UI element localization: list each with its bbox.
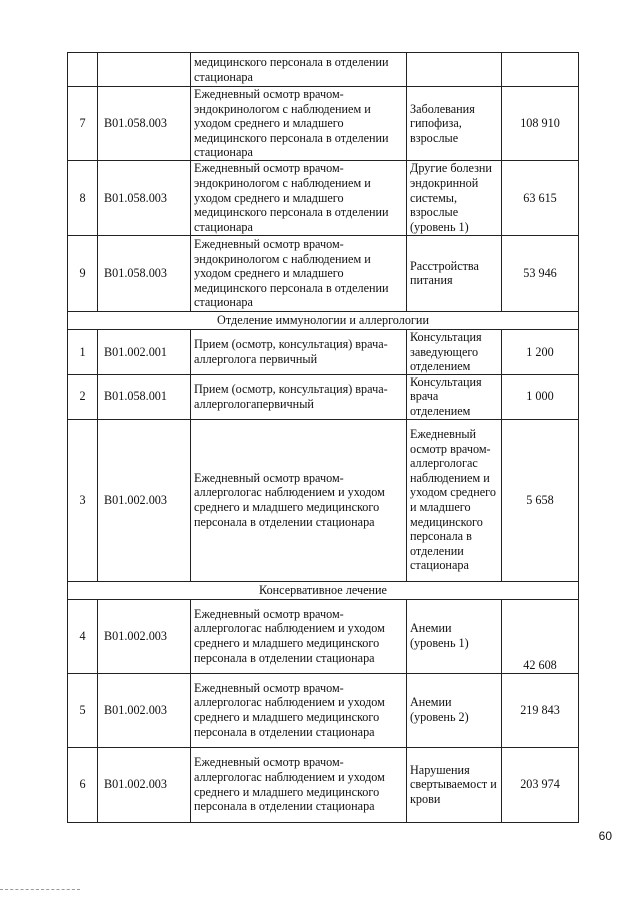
service-price: 1 200: [502, 329, 579, 374]
service-condition: Другие болезни эндокринной системы, взрослые (уровень 1): [407, 160, 502, 235]
table-row: [68, 673, 579, 747]
section-title-immunology: Отделение иммунологии и аллергологии: [68, 311, 579, 329]
service-description: Прием (осмотр, консультация) врача-аллергологапервичный: [191, 374, 407, 419]
table-row: [68, 53, 579, 87]
row-number: 9: [68, 235, 98, 311]
table-row: [68, 419, 579, 581]
service-price: 219 843: [502, 673, 579, 747]
service-code: B01.058.003: [98, 235, 191, 311]
service-description: Прием (осмотр, консультация) врача-аллерголога первичный: [191, 329, 407, 374]
row-number: 1: [68, 329, 98, 374]
service-condition: Анемии (уровень 1): [407, 599, 502, 673]
service-description: Ежедневный осмотр врачом-эндокринологом с наблюдением и уходом среднего и младшего медицинского персонала в отделении стационара: [191, 160, 407, 235]
table-row: [68, 87, 579, 161]
service-code: B01.058.003: [98, 87, 191, 161]
service-condition: [407, 53, 502, 87]
row-number: 5: [68, 673, 98, 747]
row-number: 7: [68, 87, 98, 161]
service-condition: Заболевания гипофиза, взрослые: [407, 87, 502, 161]
service-price: 5 658: [502, 419, 579, 581]
table-row: [68, 374, 579, 419]
service-condition: Консультация заведующего отделением: [407, 329, 502, 374]
service-description: медицинского персонала в отделении стационара: [191, 53, 407, 87]
section-header-row: [68, 311, 579, 329]
row-number: [68, 53, 98, 87]
service-description: Ежедневный осмотр врачом-аллергологас наблюдением и уходом среднего и младшего медицинского персонала в отделении стационара: [191, 419, 407, 581]
table-row: [68, 599, 579, 673]
table-row: [68, 329, 579, 374]
service-price: 108 910: [502, 87, 579, 161]
service-description: Ежедневный осмотр врачом-аллергологас наблюдением и уходом среднего и младшего медицинского персонала в отделении стационара: [191, 673, 407, 747]
table-row: [68, 235, 579, 311]
service-condition: Расстройства питания: [407, 235, 502, 311]
table-row: [68, 160, 579, 235]
service-code: B01.002.003: [98, 747, 191, 822]
service-price: 203 974: [502, 747, 579, 822]
row-number: 2: [68, 374, 98, 419]
service-description: Ежедневный осмотр врачом-эндокринологом с наблюдением и уходом среднего и младшего медицинского персонала в отделении стационара: [191, 235, 407, 311]
service-code: B01.002.001: [98, 329, 191, 374]
row-number: 3: [68, 419, 98, 581]
service-condition: Консультация врача отделением: [407, 374, 502, 419]
service-condition: Нарушения свертываемост и крови: [407, 747, 502, 822]
service-description: Ежедневный осмотр врачом-эндокринологом с наблюдением и уходом среднего и младшего медицинского персонала в отделении стационара: [191, 87, 407, 161]
service-condition: Ежедневный осмотр врачом-аллергологас наблюдением и уходом среднего и младшего медицинского персонала в отделении стационара: [407, 419, 502, 581]
page-number: 60: [598, 829, 612, 843]
service-code: B01.002.003: [98, 419, 191, 581]
service-price: 53 946: [502, 235, 579, 311]
table-row: [68, 747, 579, 822]
row-number: 4: [68, 599, 98, 673]
service-description: Ежедневный осмотр врачом-аллергологас наблюдением и уходом среднего и младшего медицинского персонала в отделении стационара: [191, 747, 407, 822]
footer-divider: [0, 889, 80, 890]
services-price-table: [67, 52, 579, 823]
row-number: 8: [68, 160, 98, 235]
row-number: 6: [68, 747, 98, 822]
section-title-conservative: Консервативное лечение: [68, 581, 579, 599]
service-description: Ежедневный осмотр врачом-аллергологас наблюдением и уходом среднего и младшего медицинского персонала в отделении стационара: [191, 599, 407, 673]
service-code: B01.058.001: [98, 374, 191, 419]
section-header-row: [68, 581, 579, 599]
service-code: B01.058.003: [98, 160, 191, 235]
service-condition: Анемии (уровень 2): [407, 673, 502, 747]
service-code: B01.002.003: [98, 673, 191, 747]
service-price: 1 000: [502, 374, 579, 419]
service-price: 63 615: [502, 160, 579, 235]
service-price: [502, 53, 579, 87]
service-code: B01.002.003: [98, 599, 191, 673]
service-price: 42 608: [502, 599, 579, 673]
service-code: [98, 53, 191, 87]
